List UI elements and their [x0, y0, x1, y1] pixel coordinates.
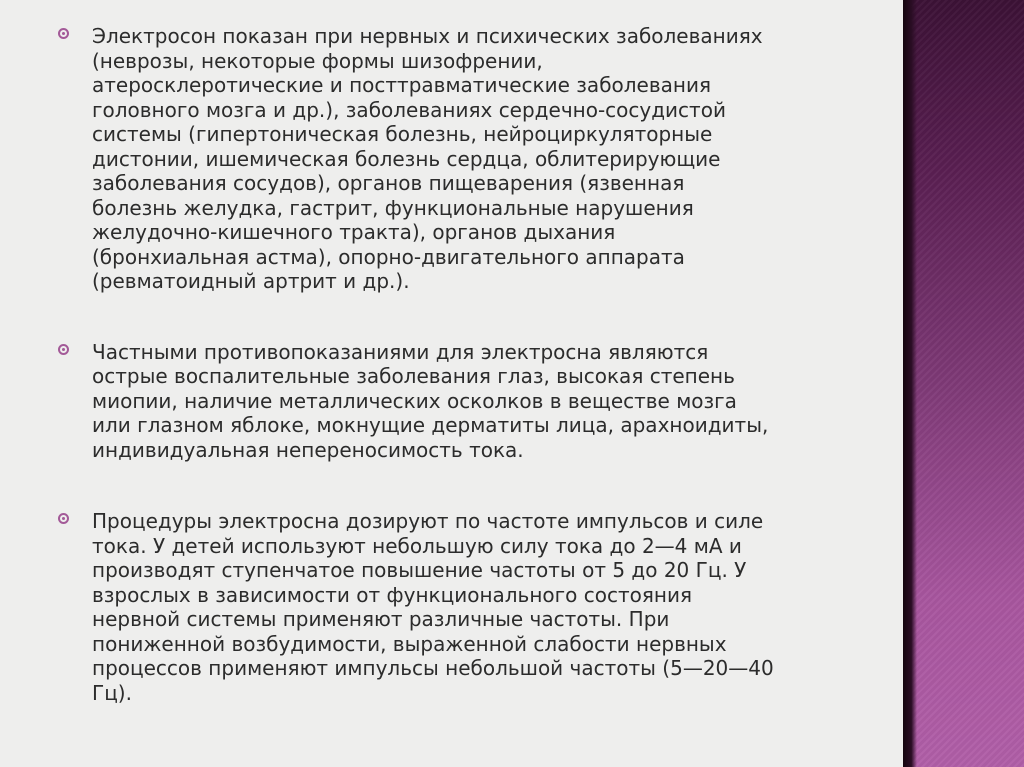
side-band-shadow-edge [903, 0, 917, 767]
bullet-item-contraindications [58, 340, 858, 463]
bullet-text: Процедуры электросна дозируют по частоте импульсов и силе тока. У детей используют небольшую силу тока до 2—4 мА и производят ступенчатое повышение частоты от 5 до 20 Гц. У взрослых в зависимости от функционального состояния нервной системы применяют различные частоты. При пониженной возбудимости, выраженной слабости нервных процессов применяют импульсы небольшой частоты (5—20—40 Гц). [92, 509, 774, 705]
bullet-text: Электросон показан при нервных и психических заболеваниях (неврозы, некоторые формы шизофрении, атеросклеротические и посттравматические заболевания головного мозга и др.), заболеваниях сердечно-сосудистой системы (гипертоническая болезнь, нейроциркуляторные дистонии, ишемическая болезнь сердца, облитерирующие заболевания сосудов), органов пищеварения (язвенная болезнь желудка, гастрит, функциональные нарушения желудочно-кишечного тракта), органов дыхания (бронхиальная астма), опорно-двигательного аппарата (ревматоидный артрит и др.). [92, 24, 763, 293]
bullet-item-dosage [58, 509, 858, 705]
bullet-item-indications [58, 24, 858, 294]
circle-bullet-icon [58, 344, 69, 355]
bullet-list [58, 24, 858, 705]
circle-bullet-icon [58, 513, 69, 524]
circle-bullet-icon [58, 28, 69, 39]
bullet-text: Частными противопоказаниями для электросна являются острые воспалительные заболевания глаз, высокая степень миопии, наличие металлических осколков в веществе мозга или глазном яблоке, мокнущие дерматиты лица, арахноидиты, индивидуальная непереносимость тока. [92, 339, 769, 462]
decorative-side-band [903, 0, 1024, 767]
